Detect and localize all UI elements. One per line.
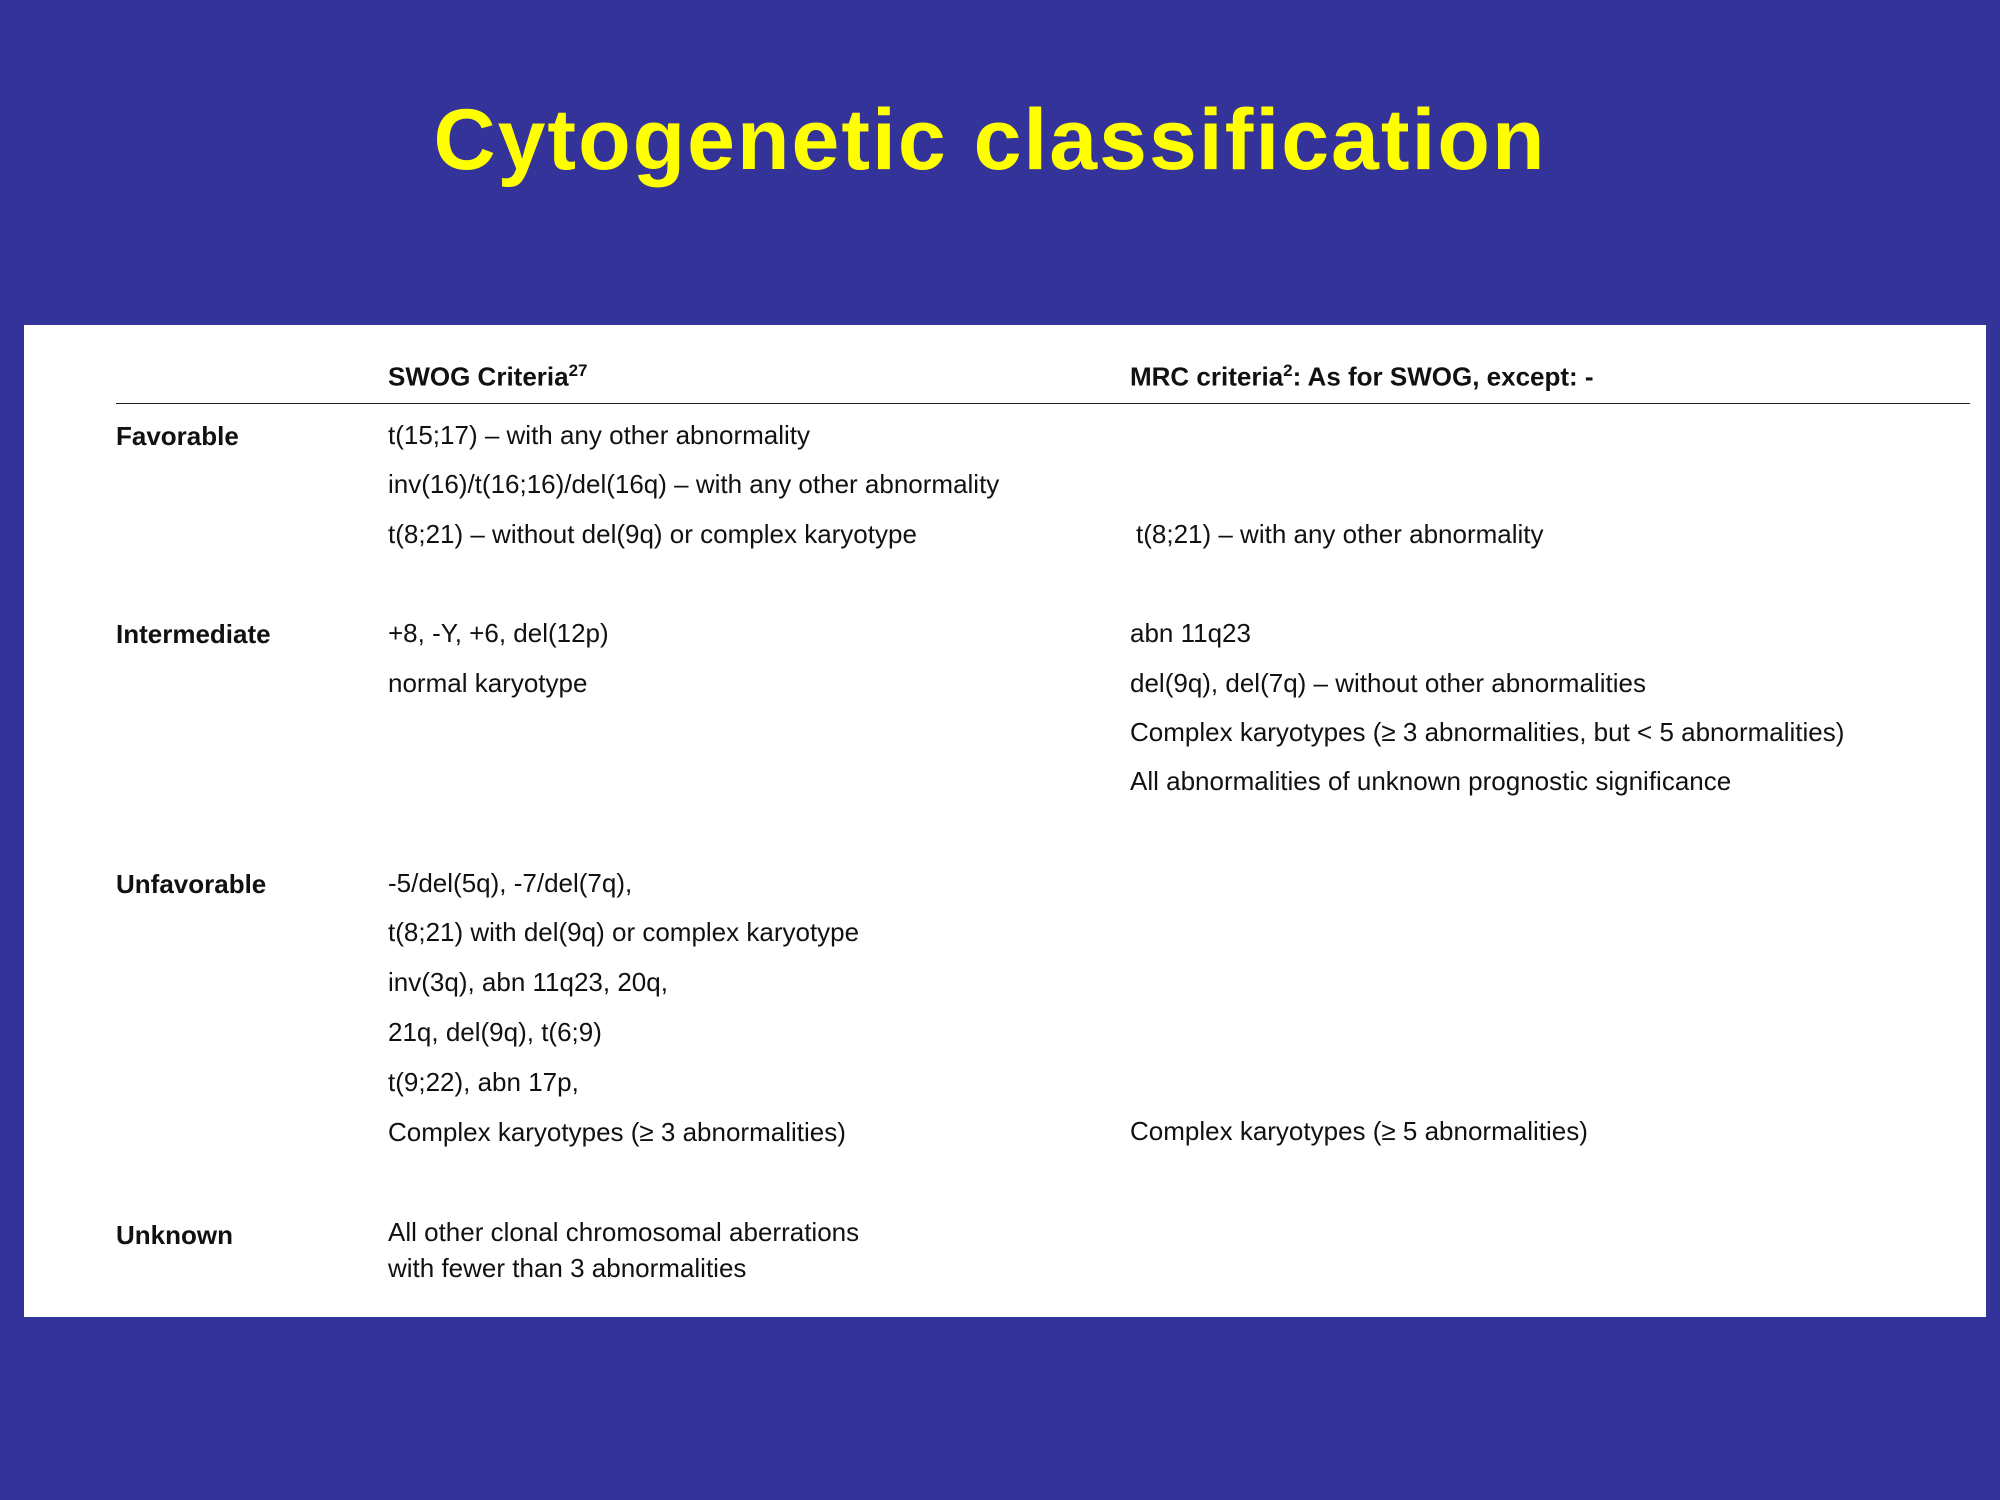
header-rule: [116, 403, 1970, 404]
swog-item: normal karyotype: [388, 668, 588, 698]
mrc-header-suffix: : As for SWOG, except: -: [1292, 361, 1594, 392]
swog-item: -5/del(5q), -7/del(7q),: [388, 868, 633, 898]
swog-item: 21q, del(9q), t(6;9): [388, 1017, 602, 1047]
mrc-item: del(9q), del(7q) – without other abnormalities: [1130, 668, 1646, 698]
mrc-header-prefix: MRC criteria: [1130, 361, 1284, 392]
mrc-item: All abnormalities of unknown prognostic significance: [1130, 766, 1732, 796]
mrc-item: t(8;21) – with any other abnormality: [1136, 519, 1544, 549]
swog-column-header: [388, 361, 588, 393]
category-intermediate: Intermediate: [116, 619, 271, 649]
mrc-item: abn 11q23: [1130, 618, 1251, 648]
category-unknown: Unknown: [116, 1220, 233, 1250]
swog-item: t(8;21) – without del(9q) or complex karyotype: [388, 519, 917, 549]
category-unfavorable: Unfavorable: [116, 869, 267, 899]
swog-item: t(15;17) – with any other abnormality: [388, 420, 810, 450]
mrc-column-header: [1130, 361, 1594, 393]
category-favorable: Favorable: [116, 421, 239, 451]
mrc-header-sup: 2: [1283, 361, 1293, 380]
swog-header-text: SWOG Criteria: [388, 361, 569, 392]
mrc-item: Complex karyotypes (≥ 5 abnormalities): [1130, 1116, 1588, 1146]
swog-item: t(9;22), abn 17p,: [388, 1067, 579, 1097]
swog-item: All other clonal chromosomal aberrations: [388, 1217, 860, 1247]
swog-item: inv(3q), abn 11q23, 20q,: [388, 967, 668, 997]
swog-item: +8, -Y, +6, del(12p): [388, 618, 609, 648]
swog-item: Complex karyotypes (≥ 3 abnormalities): [388, 1117, 846, 1147]
classification-table: [24, 325, 1986, 1317]
swog-item: t(8;21) with del(9q) or complex karyotype: [388, 917, 860, 947]
swog-item: with fewer than 3 abnormalities: [388, 1253, 747, 1283]
swog-header-sup: 27: [568, 361, 588, 380]
mrc-item: Complex karyotypes (≥ 3 abnormalities, but < 5 abnormalities): [1130, 717, 1845, 747]
swog-item: inv(16)/t(16;16)/del(16q) – with any other abnormality: [388, 469, 1000, 499]
slide-title: Cytogenetic classification: [433, 92, 1547, 188]
